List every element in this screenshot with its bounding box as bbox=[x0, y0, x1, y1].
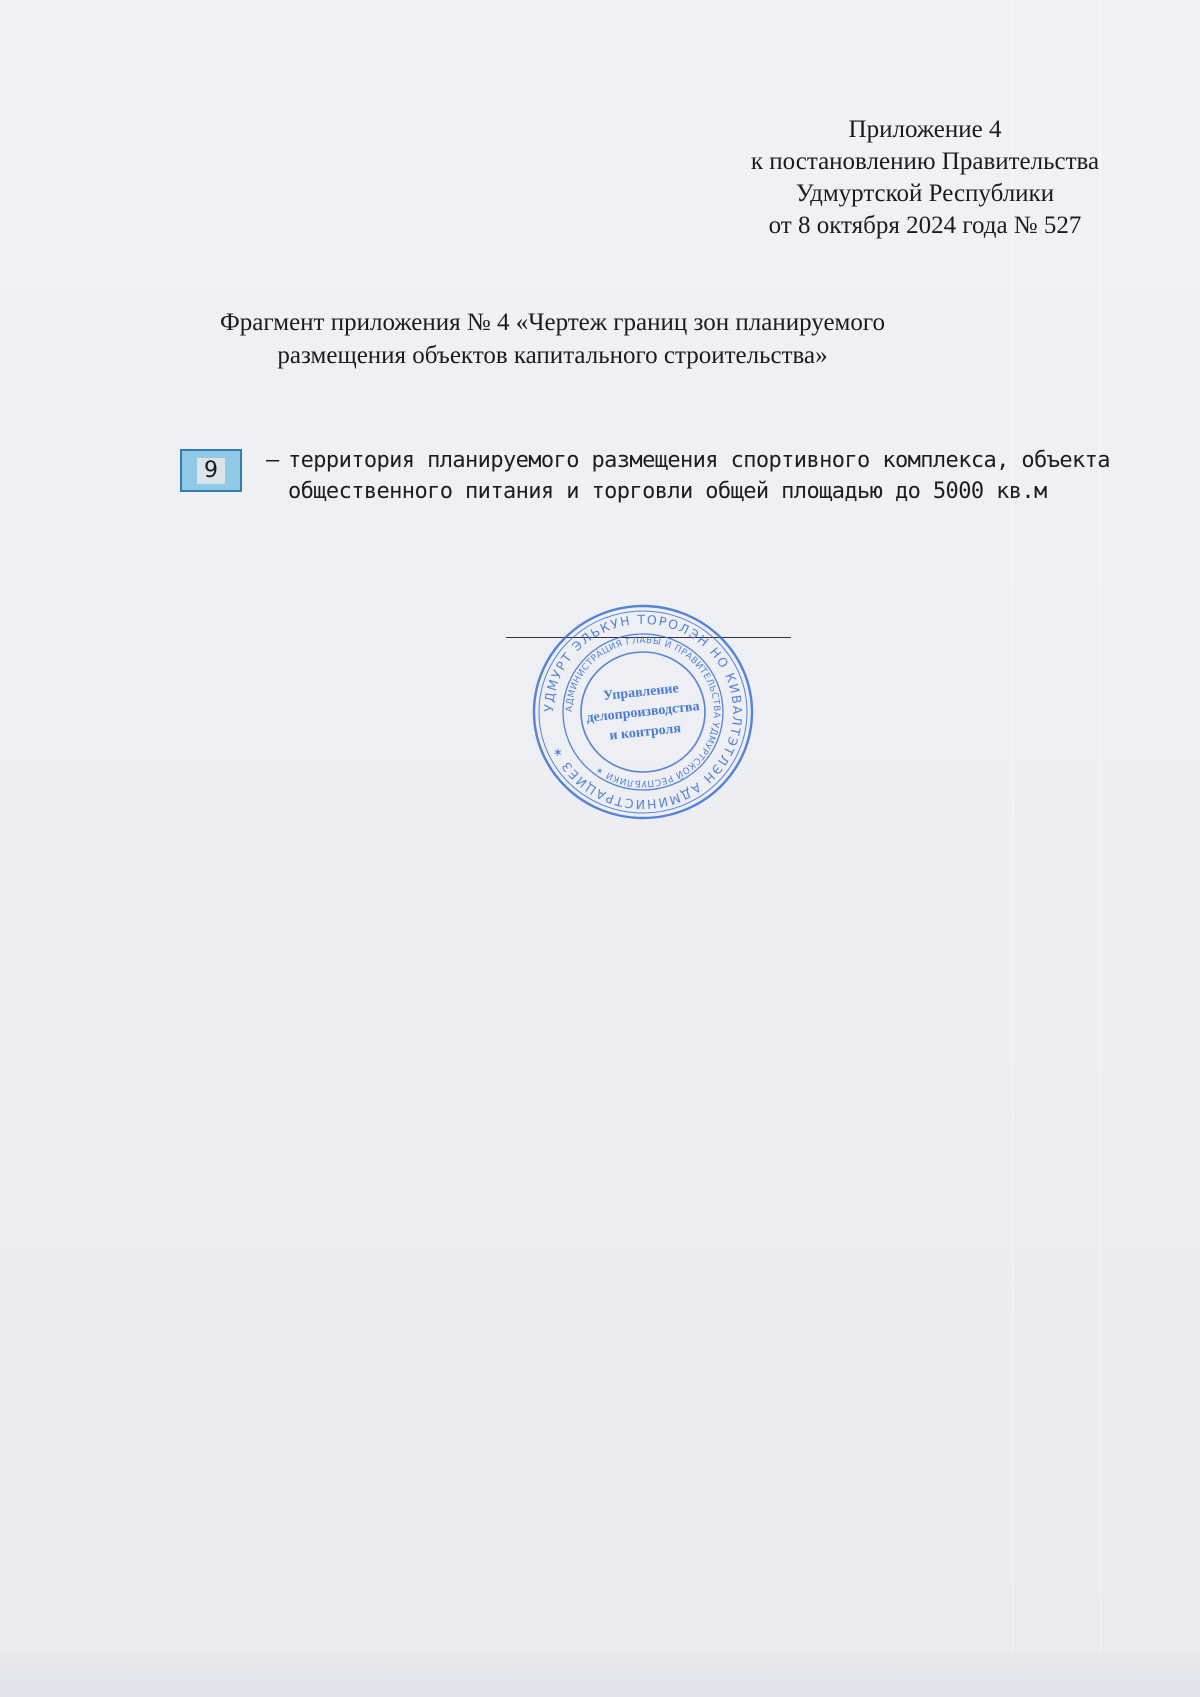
appendix-date: от 8 октября 2024 года № 527 bbox=[768, 212, 1082, 239]
seal-outer-text: УДМУРТ ЭЛЬКУН ТОРОЛЭН НО КИВАЛТЭТЛЭН АДМИНИСТРАЦИЕЗ ✶ bbox=[540, 611, 746, 813]
appendix-reference: к постановлению Правительства bbox=[750, 148, 1100, 175]
seal-center-line-2: делопроизводства bbox=[585, 699, 701, 726]
legend-description bbox=[266, 445, 1186, 507]
legend-text-line-1: территория планируемого размещения спортивного комплекса, объекта bbox=[288, 448, 1110, 473]
document-title bbox=[200, 306, 905, 372]
map-legend bbox=[178, 445, 1178, 505]
document-title-line-1: Фрагмент приложения № 4 «Чертеж границ зон планируемого bbox=[219, 309, 885, 336]
seal-inner-text: АДМИНИСТРАЦИЯ ГЛАВЫ И ПРАВИТЕЛЬСТВА УДМУРТСКОЙ РЕСПУБЛИКИ ✶ bbox=[564, 635, 722, 789]
seal-graphic bbox=[528, 600, 758, 825]
official-seal bbox=[528, 600, 758, 825]
document-title-line-2: размещения объектов капитального строительства» bbox=[277, 342, 828, 369]
seal-center-line-3: и контроля bbox=[608, 721, 682, 744]
appendix-header bbox=[700, 114, 1150, 242]
appendix-number: Приложение 4 bbox=[848, 116, 1002, 143]
legend-dash: – bbox=[266, 448, 279, 473]
scan-bottom-band bbox=[0, 1651, 1200, 1697]
legend-swatch-label: 9 bbox=[197, 458, 225, 484]
appendix-region: Удмуртской Республики bbox=[795, 180, 1055, 207]
scan-artifact-line bbox=[1100, 0, 1101, 1697]
legend-text-line-2: общественного питания и торговли общей площадью до 5000 кв.м bbox=[288, 479, 1047, 504]
scan-artifact-line bbox=[1012, 0, 1013, 1697]
seal-center-line-1: Управление bbox=[602, 681, 680, 705]
legend-swatch-zone-9 bbox=[180, 449, 242, 492]
